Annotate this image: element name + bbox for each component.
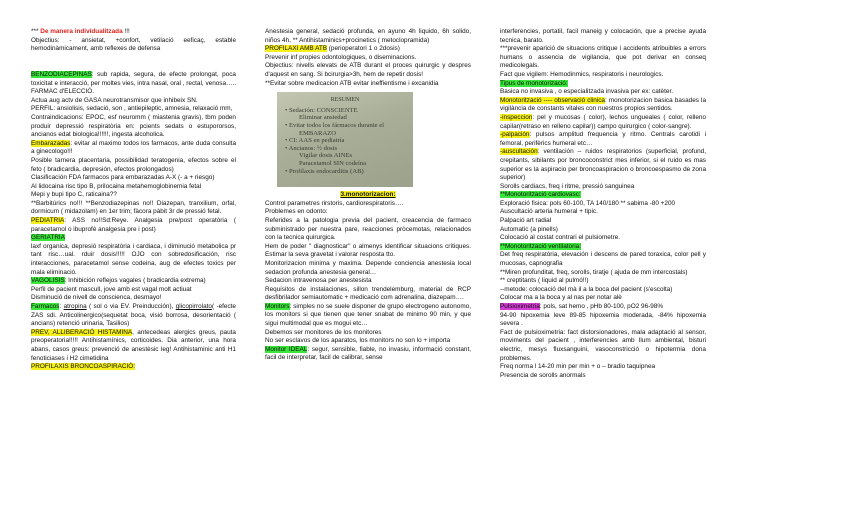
auscultation-paragraph [500,148,706,182]
vagolysis-profile: Perfil de pacient mascull, jove amb est vagal molt actiuat [31,285,192,293]
monitoring-requirements: Requisitos de instalaciones, sillon trendelemburg, material de RCP desfibrilador semiautomatic + medicació com adrenalina, diazepam…. [265,285,471,302]
monitoring-problems: Problemes en odonto: [265,208,328,216]
vagolysis-heading: VAGOLISIS [31,277,65,285]
heart-sounds: Sorolls cardiacs, freq i ritme, pressió sanguinea [500,182,635,190]
palpation-heading: -palpación [500,131,530,139]
ventilatory-line [500,243,706,252]
vagolysis-paragraph [31,277,236,286]
monitoring-referides: Referides a la patologia previa del pacient, creacencia de farmaco subministrado per nuestra pare, reacciones pròcemotas, relacionados con la tecnica quirurgica. [265,216,471,242]
atb-avoid: **Evitar sobre medicacion ATB evitar ineffientisme i excanidia [265,79,439,87]
types-heading: Tipus de monotorizació: [500,79,568,87]
geriatrics-text: laxf organica, depresió respiratòria i cardiaca, i diminució metabolica pr tant risc…ual. rduir dosis!!!!! OJO con sobredosificación, risc interacciones, paracetamol sense codeina, aug de efectes toxics per mala eliminació. [31,242,236,276]
pediatrics-text: : ASS no!!Sd:Reye. Analgesia pre/post operatòria ( paracetamol o ibuprofè analgesia pre i post) [31,217,236,233]
geriatrics-heading-line [31,234,236,243]
fasting-text: Anestesia general, sedació profunda, en ayuno 4h liquido, 6h solido, niños 4h, ** Antihistaminics+procinetics ( metoclopramida) [265,28,471,44]
glycopyrrolate-text: ( -efecte ZAS sdi. Anticolinergico(sequetat boca, visió borrosa, desorientació ( ancians) retenció urinaria, Tasilios) [31,303,236,328]
prevent-errors: ***prevenir aparició de situacions critique i accidents atribuibles a errors humans o assencia de vigilancia, que pot derivar en conseq medicolegals. [500,45,706,70]
cardio-automatic: Automatic (a pinells) [500,225,558,233]
monitors-text: : simples no se suele disponer de grupo electrogeno autonomo, los monitors si que tienen que tener snabat de minimo 90 min, y que sigui multimodal que es mogui etc… [265,302,471,328]
monitoring-control: Control parametres rirstoris, cardiorespiratoris…. [265,199,404,207]
types-line [500,80,706,89]
pregnancy-text: : evitar al maximo todos los farmacos, ante duda consulta a ginecologo!!! [31,139,236,156]
objectives-text: Objectius: - ansietat, +confort, vetilació eeficaç, estable hemodinàmicament, amb reflexes de defensa [31,36,236,53]
factors-watch: Fact que vigilem: Hemodinmics, respiratoris i neurologics. [500,70,664,78]
pregnancy-lidocaine: Al lidocaina risc tipo B, prilocaina metahemoglobinemia fetal [31,182,202,190]
inspection-paragraph [500,114,706,131]
slide-bullet-5: • Profilaxis endocarditis (AB) [285,167,364,175]
slide-sub-2: EMBARAZO [299,129,336,137]
slide-sub-1: Eliminar ansiedad [299,114,347,122]
benzo-mechanism: Actua aug actv de GASA neurotransmisor que inhibeix SN. [31,96,198,104]
pregnancy-heading: Embarazadas [31,139,71,147]
monitoring-title-line [265,191,471,200]
cardio-palpation: Palpació art radial [500,217,552,225]
glycopyrrolate-term: glicopirrolato [175,303,212,310]
vent-hand: Colocar ma a la boca y al nas per notar alè [500,294,622,302]
monitors-heading: Monitors [265,302,290,310]
individual-warning: De manera individualitzada [40,28,123,35]
palpation-paragraph [500,131,706,148]
ventilatory-heading: **Monotorització ventilatoria: [500,242,581,250]
column-3 [500,28,706,380]
monitoring-minmax: Monitorizacion minima y maxima. Depende conciencia anestesia local sedacion profunda anestesia general… [265,259,471,276]
benzo-text: : sub rapida, segura, de efecte prolongat, poca toxicitat e interacció, per moltes vies, intra nasal, oral , rectal, venosa….. FARMAC d'ELECCIÓ. [31,70,236,96]
pregnancy-fda: Clasificación FDA farmacos para embarazadas A-X (- a + riesgo) [31,174,215,182]
pregnancy-paragraph [31,140,236,157]
histamine-text: , antecedeas alergics greus, pauta preoperatoria!!!!! Antihistamínics, corticoides. Dia anterior, una hora abans, casos greus: prevenció de anestèsic leg! Antihistaminic anti H1 fenoticiases i H2 cimetidina [31,328,236,362]
column-1 [31,28,236,372]
pediatrics-heading: PEDIATRIA [31,217,65,225]
atb-paragraph [265,45,471,54]
pregnancy-effects: Posible tarnera placentaria, possibilidad teratogenia, efectos sobre el feto ( bradicardia, depresión, efectos prolongados) [31,156,236,173]
palpation-text: : pulsos amplitud frequencia y ritmo. Centrals carotidi i femoral, perifèrics humeral etc… [500,131,706,147]
summary-slide-image [277,92,413,187]
clinical-observation-paragraph [500,97,706,114]
column-2 [265,28,471,363]
atb-objectives: Objectius: nivells elevats de ATB durant el proces quirurgic y despres d'aquest en sang. Si bcirurgia>3h, hem de repetir dosis! [265,62,471,78]
bronchoaspiration-line [31,363,236,372]
monitoring-sedation: Sedacion intravenosa per anestesista [265,277,372,285]
benzo-contraindications: Contraindicacions: EPOC, esf neuromm ( miastenia gravis), tbm poden produir depressió respiratòria en: pcients sedats o estupororsos, ancianos edat biologica!!!!!!, ingesta alcoholica. [31,113,236,139]
ideal-monitor-text: : segur, sensible, fiable, no invasiu, informació constant, facil de interpretar, facil de calibrar, sense [265,345,472,362]
slide-bullet-2: • Evitar todos los fármacos durante el [285,121,384,129]
geriatrics-heading: GERIATRIA [31,234,65,242]
slide-bullet-1: • Sedación: CONSCIENTE [285,106,358,114]
clinical-observation-text: : monotorizacion basica basades la vigilància de constants vitales con nuestros propios sentidos. [500,96,706,113]
histamine-paragraph [31,329,236,363]
benzo-profile: PERFIL: ansiolisis, sedació, son , antiepileptic, amnesia, relaxació mm, [31,105,233,113]
clinical-observation-heading: Monotorització ---- observació clinica [500,96,605,104]
vent-crepitants: ** creptitants ( liquid al pulmó!!) [500,277,589,285]
drugs-paragraph: Farmacos: atropina ( sol o via EV. Preinducción), glicopirrolato( -efecte ZAS sdi. Anticolinergico(sequetat boca, visió borrosa, desorientació ( ancians) retenció urinaria, Tasilios) [31,303,236,328]
atropine-text: ( sol o via EV. Preinducción), [86,303,176,310]
vent-method: --metode: colocació del mà il a la boca del pacient (s'escolta) [500,285,673,293]
pulse-oximetry-heading: Pulsioximetria [500,303,540,310]
vent-freq: Det freq respiratòria, elevación i descens de pared toraxica, color pell y mucosas, capnografia [500,251,706,268]
cardio-exploration: Exploració fisica: pols 60-100, TA 140/180 ** sabima -80 +200 [500,199,676,207]
pregnancy-mepi: Mepi y bupi tipo C, raticaina?? [31,191,117,199]
abnormal-sounds: Presencia de sorolls anormals [500,371,586,379]
drugs-heading: Farmacos [31,303,60,310]
hypoxemia-levels: 94-90 hipoxemia leve 89-85 hipoxemia moderada, -84% hipoxemia severa . [500,311,706,328]
auscultation-text: : ventilación – ruidos respiratorios (superficial, profund, crepitants, sibilants por broncoconstrict mes inferior, si el ruido es mas superior es la aspiracio per broncoaspiracion o broncoespasmo de zona superior) [500,148,706,182]
cardio-heading: **Monotorització cardiovasc: [500,191,581,199]
cardio-line [500,191,706,200]
benzo-paragraph [31,71,236,97]
benzo-heading: BENZODIACEPINAS [31,70,92,78]
oximetry-factors: Fact de pulsioximetria: fact distorsionadores, mala adaptació al sensor, moviments del pacient , interferencies amb llum ambiental, bisturi electric, mesys fluxsanguini, vasoconstricció o hipotermia dona problemes. [500,328,706,362]
pediatrics-paragraph [31,217,236,234]
cardio-auscultation: Auscultació arteria humeral + tipic. [500,208,598,216]
ideal-monitor-heading: Monitor IDEAL [265,345,308,353]
intro-line [31,28,236,37]
pulse-oximetry-paragraph [500,303,706,312]
ideal-monitor-paragraph [265,346,471,363]
slide-sub-4b: Paracetamol SIN codeína [299,159,367,167]
monitors-paragraph [265,303,471,329]
types-text: Basica no invasiva , o especialitzada invasiva per ex: catèter. [500,88,673,96]
normal-frequency: Freq norma l 14-20 min per min + o – bradio taquipnea [500,363,656,371]
ideal-continued: interferencies, portatil, facil maneig y colocación, que a precise ayuda tecnica, barato. [500,28,706,44]
inspection-heading: -inspeccion [500,113,533,121]
pregnancy-barbiturics: **Barbitúrics no!!! **Benzodiazepinas no!! Diazepan, tranxilium, orfal, dormicum ( midazolam) en 1er trim; fàcora pàbit 3r de pressió fetal. [31,199,236,216]
warning-suffix: !!! [122,28,130,35]
vent-depth: **Miren profunditat, freq, sorolls, tiratje ( ajuda de mm intercostals) [500,268,688,276]
pulse-oximetry-text: : pols, sat hemo , pHb 80-100, pO2 96-98% [539,303,664,310]
stars-prefix: *** [31,28,41,35]
slide-sub-4a: Vigilar dosis AINEs [299,152,353,160]
inspection-text: : pel y mucosas ( color), lechos ungueales ( color, relleno capilar(retraso en relleno capilar)) campo quirurgico ( color-sangre). [500,113,706,130]
atropine-term: atropina [63,303,87,310]
slide-bullet-3: • CI: AAS en pediatría [285,137,345,145]
bronchoaspiration-heading: PROFILAXIS BRONCOASPIRACIÓ: [31,363,136,371]
monitoring-title: 3.monotorizacion: [340,191,396,199]
histamine-heading: PREV, ALLIBERACIÓ HISTAMINA [31,328,133,336]
monitors-not-slaves: No ser esclavos de los aparatos, los monitors no son lo + importa [265,337,451,345]
monitoring-diagnose: Hem de poder '' diagnosticar'' o almenys identificar situacions crítiques. Estimar la seva gravetat i valorar resposta tto. [265,242,471,259]
cardio-placement: Colocació al costat contrari el pulsiometre. [500,234,621,242]
atb-prevent: Prevenir inf propies odontologiques, o diseminacions. [265,53,417,61]
vagolysis-text: : Inhibición reflejos vagales ( bradicardia extrema) [64,277,206,285]
atb-text: (perioperatori 1 o 2dosis) [327,45,400,53]
slide-title: RESUMEN [330,97,360,104]
atb-heading: PROFILAXI AMB ATB [265,45,328,53]
slide-bullet-4: • Ancianos: ½ dosis [285,144,338,152]
monitors-of-monitors: Debemos ser monitores de los monitores [265,328,382,336]
vagolysis-consciousness: Disminució de nivell de conscienca, desmayo! [31,294,162,302]
auscultation-heading: -auscultación [500,148,538,156]
